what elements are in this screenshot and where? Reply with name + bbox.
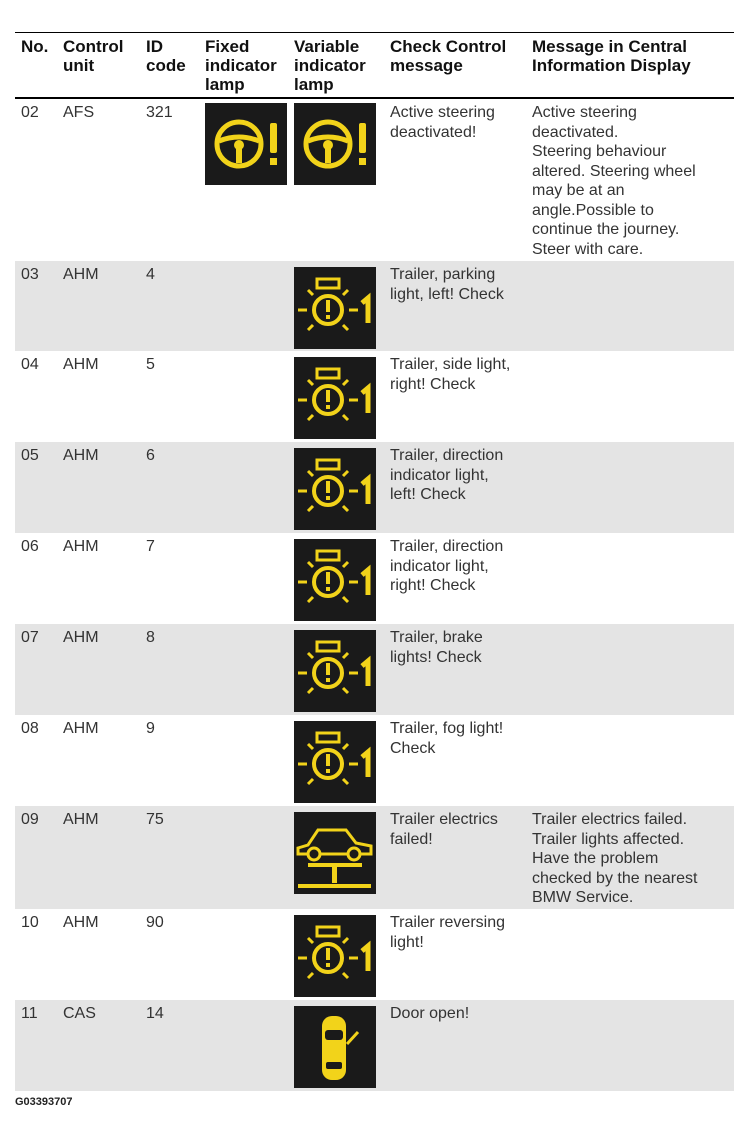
- control-unit: AFS: [63, 104, 95, 121]
- id-code: 6: [146, 447, 155, 464]
- table-row: [15, 909, 734, 1000]
- cid-message-line: checked by the nearest: [532, 869, 698, 887]
- row-number: 07: [21, 629, 39, 646]
- cid-message-line: continue the journey.: [532, 221, 680, 238]
- control-unit: AHM: [63, 811, 99, 828]
- trailer-light-icon: [294, 357, 376, 439]
- header-no: No.: [21, 37, 49, 56]
- table-row: [15, 1000, 734, 1091]
- row-number: 10: [21, 914, 39, 931]
- check-control-message: [390, 628, 530, 667]
- check-control-message: [390, 810, 530, 849]
- steering-warning-icon: [294, 103, 376, 185]
- row-number: 04: [21, 356, 39, 373]
- door-open-icon: [294, 1006, 376, 1088]
- row-number: 03: [21, 266, 39, 283]
- table-row: [15, 806, 734, 909]
- table-row: [15, 624, 734, 715]
- trailer-light-icon: [294, 267, 376, 349]
- id-code: 7: [146, 538, 155, 555]
- trailer-light-icon: [294, 721, 376, 803]
- row-number: 11: [21, 1005, 38, 1022]
- header-control-unit: Control unit: [63, 37, 124, 75]
- check-control-message-line: Trailer, parking: [390, 266, 496, 283]
- header-fixed-lamp: Fixed indicator lamp: [205, 37, 277, 94]
- check-control-message: [390, 719, 530, 758]
- check-control-message-line: Trailer electrics: [390, 811, 498, 828]
- check-control-message: [390, 537, 530, 596]
- cid-message-line: may be at an: [532, 182, 625, 199]
- trailer-light-icon: [294, 448, 376, 530]
- check-control-message-line: Door open!: [390, 1005, 470, 1022]
- control-unit: CAS: [63, 1005, 96, 1022]
- check-control-message-line: right! Check: [390, 375, 476, 393]
- check-control-message-line: Trailer, side light,: [390, 356, 511, 373]
- control-unit: AHM: [63, 356, 99, 373]
- check-control-message-line: failed!: [390, 830, 433, 848]
- row-number: 09: [21, 811, 39, 828]
- table-row: [15, 715, 734, 806]
- check-control-message-line: Trailer reversing: [390, 914, 505, 931]
- id-code: 8: [146, 629, 155, 646]
- row-number: 06: [21, 538, 39, 555]
- cid-message: [532, 810, 730, 908]
- control-unit: AHM: [63, 538, 99, 555]
- header-id-code: ID code: [146, 37, 186, 75]
- header-cid-message: Message in Central Information Display: [532, 37, 691, 75]
- cid-message-line: Steering behaviour: [532, 143, 667, 160]
- car-lift-icon: [294, 812, 376, 894]
- check-control-message-line: Trailer, direction: [390, 538, 504, 555]
- check-control-message-line: indicator light,: [390, 466, 489, 484]
- control-unit: AHM: [63, 629, 99, 646]
- check-control-message: [390, 913, 530, 952]
- control-unit: AHM: [63, 720, 99, 737]
- cid-message-line: Active steering: [532, 104, 637, 121]
- table-header: [15, 32, 734, 99]
- check-control-message-line: Active steering: [390, 104, 495, 121]
- check-control-message-line: Trailer, brake: [390, 629, 483, 646]
- cid-message-line: Trailer lights affected.: [532, 830, 685, 848]
- cid-message-line: Trailer electrics failed.: [532, 811, 688, 828]
- id-code: 9: [146, 720, 155, 737]
- steering-warning-icon: [205, 103, 287, 185]
- table-row: [15, 261, 734, 351]
- row-number: 05: [21, 447, 39, 464]
- check-control-message: [390, 446, 530, 505]
- header-check-control: Check Control message: [390, 37, 507, 75]
- control-unit: AHM: [63, 914, 99, 931]
- id-code: 14: [146, 1005, 164, 1022]
- id-code: 321: [146, 104, 173, 121]
- control-unit: AHM: [63, 447, 99, 464]
- indicator-table: [15, 32, 734, 1091]
- check-control-message: [390, 265, 530, 304]
- check-control-message-line: right! Check: [390, 577, 476, 594]
- check-control-message-line: deactivated!: [390, 123, 477, 141]
- check-control-message-line: Check: [390, 739, 436, 757]
- check-control-message-line: Trailer, direction: [390, 447, 504, 464]
- trailer-light-icon: [294, 539, 376, 621]
- check-control-message: [390, 355, 530, 394]
- table-row: [15, 533, 734, 624]
- cid-message-line: angle.Possible to: [532, 201, 654, 219]
- check-control-message: [390, 1004, 530, 1024]
- header-variable-lamp: Variable indicator lamp: [294, 37, 366, 94]
- table-row: [15, 351, 734, 442]
- cid-message-line: altered. Steering wheel: [532, 162, 696, 180]
- check-control-message-line: lights! Check: [390, 648, 482, 666]
- check-control-message-line: light!: [390, 933, 424, 951]
- check-control-message-line: Trailer, fog light!: [390, 720, 504, 737]
- table-row: [15, 99, 734, 261]
- check-control-message: [390, 103, 530, 142]
- id-code: 4: [146, 266, 155, 283]
- table-row: [15, 442, 734, 533]
- row-number: 08: [21, 720, 39, 737]
- cid-message-line: BMW Service.: [532, 889, 634, 906]
- id-code: 5: [146, 356, 155, 373]
- trailer-light-icon: [294, 915, 376, 997]
- cid-message-line: Have the problem: [532, 850, 659, 867]
- check-control-message-line: light, left! Check: [390, 285, 504, 303]
- row-number: 02: [21, 104, 39, 121]
- cid-message: [532, 103, 730, 259]
- control-unit: AHM: [63, 266, 99, 283]
- trailer-light-icon: [294, 630, 376, 712]
- cid-message-line: Steer with care.: [532, 240, 644, 258]
- id-code: 90: [146, 914, 164, 931]
- figure-code: G03393707: [15, 1096, 73, 1108]
- cid-message-line: deactivated.: [532, 123, 619, 141]
- id-code: 75: [146, 811, 164, 828]
- check-control-message-line: left! Check: [390, 486, 466, 503]
- check-control-message-line: indicator light,: [390, 557, 489, 575]
